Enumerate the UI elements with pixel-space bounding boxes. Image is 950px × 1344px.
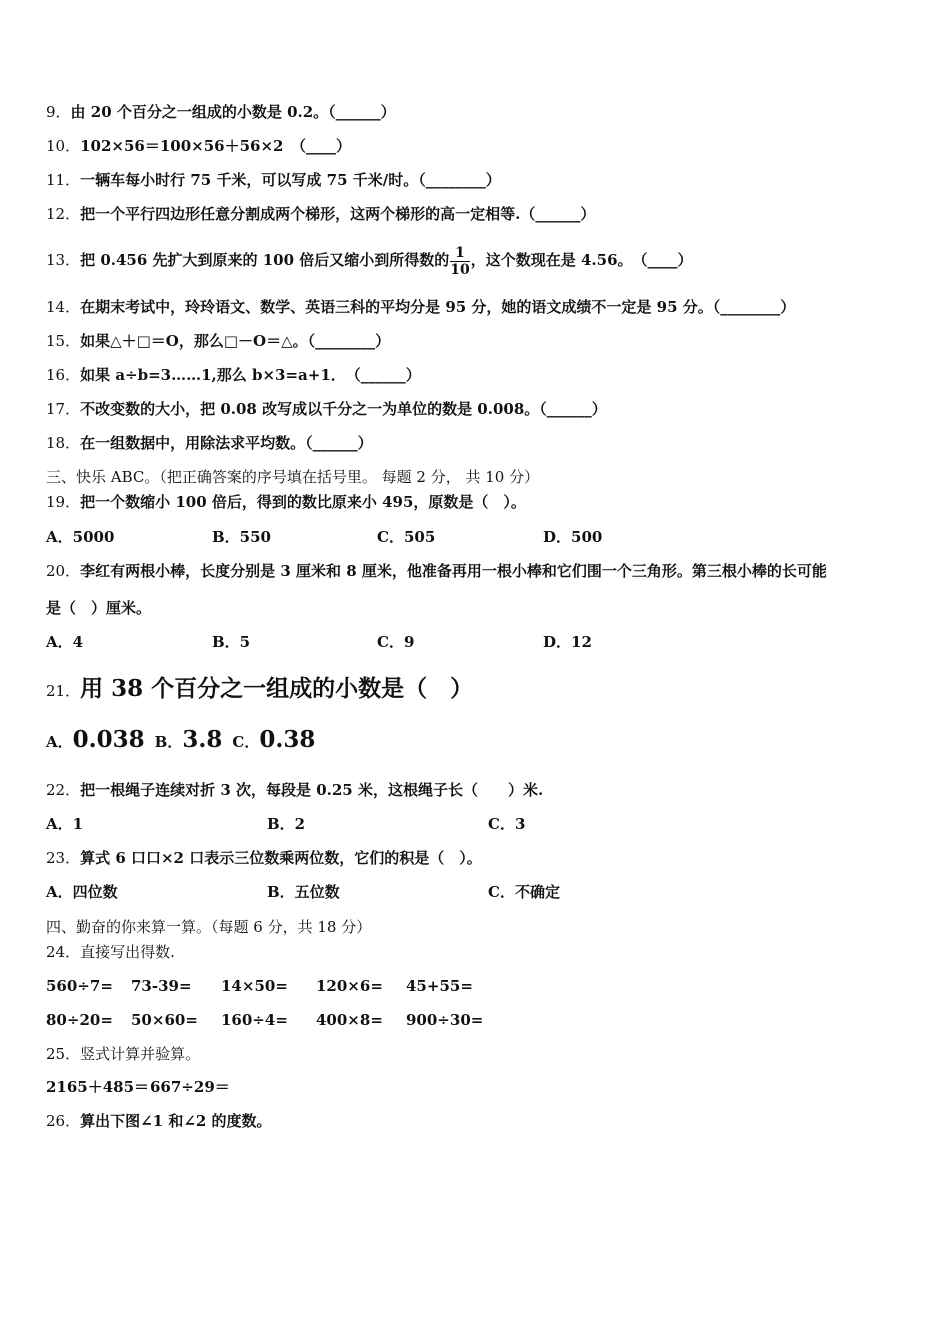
- question-number: 12．: [46, 205, 81, 223]
- fraction: [450, 245, 469, 278]
- calc-item: 14×50=: [221, 977, 288, 995]
- question-20: [46, 561, 827, 581]
- option-c-value: 0.38: [259, 726, 316, 753]
- question-text: 如果△＋□＝O，那么□－O＝△。（________）: [80, 332, 391, 350]
- question-21: [46, 673, 473, 707]
- calc-item: 73-39=: [131, 977, 192, 995]
- question-number: 13．: [46, 251, 81, 269]
- question-25: [46, 1044, 200, 1064]
- option-a-label: A．: [46, 733, 73, 751]
- question-22: [46, 780, 543, 800]
- calc-item: 120×6=: [316, 977, 383, 995]
- question-number: 18．: [46, 434, 81, 452]
- option-a: A．4: [46, 633, 84, 651]
- question-number: 16．: [46, 366, 81, 384]
- question-number: 11．: [46, 171, 81, 189]
- question-text: 在一组数据中，用除法求平均数。（______）: [80, 434, 373, 452]
- question-15: [46, 331, 390, 351]
- question-text: 102×56＝100×56＋56×2 （____）: [80, 137, 351, 155]
- question-number: 19．: [46, 493, 81, 511]
- question-number: 20．: [46, 562, 81, 580]
- question-17: [46, 399, 607, 419]
- calc-item: 50×60=: [131, 1011, 198, 1029]
- option-a: A．1: [46, 815, 84, 833]
- question-number: 21．: [46, 682, 81, 700]
- question-text-before: 把 0.456 先扩大到原来的 100 倍后又缩小到所得数的: [80, 251, 450, 269]
- question-text: 一辆车每小时行 75 千米，可以写成 75 千米/时。（________）: [80, 171, 501, 189]
- question-21-options: [46, 724, 315, 758]
- question-number: 26．: [46, 1112, 81, 1130]
- calc-item: 560÷7=: [46, 977, 113, 995]
- option-c-label: C．: [232, 733, 260, 751]
- calc-item: 2165＋485＝: [46, 1078, 150, 1096]
- calc-item: 80÷20=: [46, 1011, 113, 1029]
- question-text: 在期末考试中，玲玲语文、数学、英语三科的平均分是 95 分，她的语文成绩不一定是 95 分。（________）: [80, 298, 796, 316]
- question-number: 15．: [46, 332, 81, 350]
- question-text: 李红有两根小棒，长度分别是 3 厘米和 8 厘米，他准备再用一根小棒和它们围一个三角形。第三根小棒的长可能: [80, 562, 827, 580]
- question-number: 25．: [46, 1045, 81, 1063]
- question-number: 10．: [46, 137, 81, 155]
- calc-item: 160÷4=: [221, 1011, 288, 1029]
- question-16: [46, 365, 421, 385]
- question-text: 如果 a÷b=3……1,那么 b×3=a+1． （______）: [80, 366, 421, 384]
- question-number: 23．: [46, 849, 81, 867]
- question-text: 竖式计算并验算。: [80, 1045, 201, 1063]
- option-a-value: 0.038: [72, 726, 145, 753]
- question-text: 用 38 个百分之一组成的小数是（ ）: [80, 675, 474, 702]
- question-19: [46, 492, 526, 512]
- option-a: A．5000: [46, 528, 115, 546]
- option-c: C．不确定: [488, 883, 560, 901]
- question-text: 算出下图∠1 和∠2 的度数。: [80, 1112, 272, 1130]
- question-9: [46, 102, 396, 122]
- option-b: B．5: [212, 633, 251, 651]
- question-number: 14．: [46, 298, 81, 316]
- fraction-denominator: 10: [450, 261, 470, 278]
- question-number: 9．: [46, 103, 71, 121]
- option-d: D．12: [543, 633, 592, 651]
- question-text: 算式 6 口口×2 口表示三位数乘两位数，它们的积是（ ）。: [80, 849, 482, 867]
- question-text: 不改变数的大小，把 0.08 改写成以千分之一为单位的数是 0.008。（______）: [80, 400, 607, 418]
- question-text: 是（ ）厘米。: [46, 599, 152, 617]
- question-text-after: ，这个数现在是 4.56。 （____）: [470, 251, 693, 269]
- question-10: [46, 136, 351, 156]
- question-18: [46, 433, 373, 453]
- question-24: [46, 942, 175, 962]
- calc-item: 900÷30=: [406, 1011, 484, 1029]
- option-d: D．500: [543, 528, 603, 546]
- question-text: 把一根绳子连续对折 3 次，每段是 0.25 米，这根绳子长（ ）米.: [80, 781, 544, 799]
- question-number: 22．: [46, 781, 81, 799]
- question-text: 由 20 个百分之一组成的小数是 0.2。（______）: [70, 103, 396, 121]
- option-b-label: B．: [154, 733, 183, 751]
- question-26: [46, 1111, 272, 1131]
- question-number: 24．: [46, 943, 81, 961]
- option-b: B．五位数: [267, 883, 340, 901]
- question-14: [46, 297, 795, 317]
- option-b-value: 3.8: [182, 726, 223, 753]
- question-text: 把一个平行四边形任意分割成两个梯形，这两个梯形的高一定相等.（______）: [80, 205, 596, 223]
- calc-item: 45+55=: [406, 977, 473, 995]
- calc-item: 667÷29＝: [150, 1078, 230, 1096]
- question-12: [46, 204, 595, 224]
- question-13: [46, 240, 693, 280]
- calc-item: 400×8=: [316, 1011, 383, 1029]
- option-b: B．550: [212, 528, 271, 546]
- option-b: B．2: [267, 815, 306, 833]
- option-c: C．9: [377, 633, 415, 651]
- question-23: [46, 848, 482, 868]
- option-c: C．3: [488, 815, 526, 833]
- question-text: 把一个数缩小 100 倍后，得到的数比原来小 495，原数是（ ）。: [80, 493, 526, 511]
- option-c: C．505: [377, 528, 436, 546]
- question-number: 17．: [46, 400, 81, 418]
- option-a: A．四位数: [46, 883, 118, 901]
- question-20-line-2: [46, 598, 151, 618]
- fraction-numerator: 1: [450, 245, 469, 262]
- question-11: [46, 170, 501, 190]
- question-text: 直接写出得数.: [80, 943, 175, 961]
- section-3-title: 三、快乐 ABC。（把正确答案的序号填在括号里。 每题 2 分， 共 10 分）: [46, 468, 540, 486]
- section-4-title: 四、勤奋的你来算一算。（每题 6 分，共 18 分）: [46, 918, 372, 936]
